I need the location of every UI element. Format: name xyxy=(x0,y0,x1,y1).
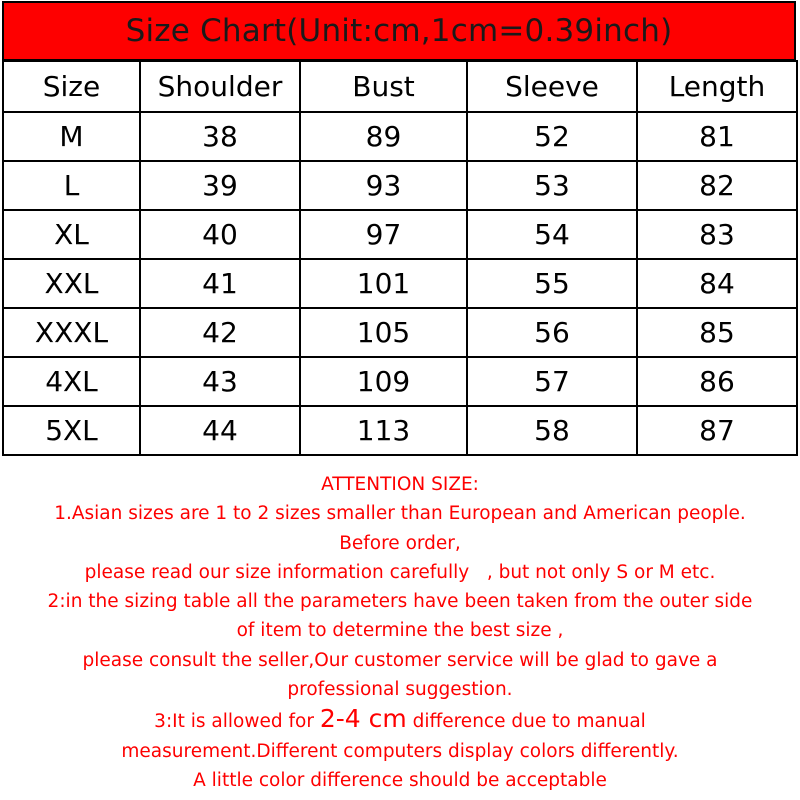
cell-length: 82 xyxy=(637,161,797,210)
cell-bust: 93 xyxy=(300,161,467,210)
tolerance-highlight: 2-4 cm xyxy=(319,704,407,734)
cell-sleeve: 52 xyxy=(467,112,637,161)
table-row xyxy=(3,308,797,357)
header-shoulder: Shoulder xyxy=(140,61,300,112)
cell-size: XXL xyxy=(3,259,140,308)
notes-line xyxy=(0,704,800,736)
header-sleeve: Sleeve xyxy=(467,61,637,112)
cell-shoulder: 44 xyxy=(140,406,300,455)
table-row xyxy=(3,406,797,455)
cell-length: 84 xyxy=(637,259,797,308)
notes-line: A little color difference should be acceptable xyxy=(193,769,607,791)
cell-bust: 109 xyxy=(300,357,467,406)
table-row xyxy=(3,357,797,406)
cell-bust: 101 xyxy=(300,259,467,308)
notes-line: please read our size information carefully , but not only S or M etc. xyxy=(84,561,716,583)
notes-line-part: difference due to manual xyxy=(406,711,646,733)
cell-sleeve: 57 xyxy=(467,357,637,406)
cell-length: 85 xyxy=(637,308,797,357)
cell-length: 81 xyxy=(637,112,797,161)
notes-line: please consult the seller,Our customer service will be glad to gave a xyxy=(82,649,718,671)
table-row xyxy=(3,112,797,161)
cell-bust: 89 xyxy=(300,112,467,161)
table-row xyxy=(3,161,797,210)
notes-line: 1.Asian sizes are 1 to 2 sizes smaller than European and American people. xyxy=(54,503,746,525)
cell-shoulder: 42 xyxy=(140,308,300,357)
size-table xyxy=(2,60,798,456)
cell-shoulder: 40 xyxy=(140,210,300,259)
cell-bust: 113 xyxy=(300,406,467,455)
cell-size: 4XL xyxy=(3,357,140,406)
cell-size: XXXL xyxy=(3,308,140,357)
cell-length: 83 xyxy=(637,210,797,259)
cell-bust: 105 xyxy=(300,308,467,357)
notes-heading: ATTENTION SIZE: xyxy=(321,474,479,495)
cell-sleeve: 54 xyxy=(467,210,637,259)
notes-line-part: 3:It is allowed for xyxy=(154,711,320,733)
notes-line: professional suggestion. xyxy=(287,679,513,701)
header-bust: Bust xyxy=(300,61,467,112)
cell-bust: 97 xyxy=(300,210,467,259)
cell-size: XL xyxy=(3,210,140,259)
cell-size: L xyxy=(3,161,140,210)
notes-line: Before order, xyxy=(339,532,461,554)
cell-shoulder: 43 xyxy=(140,357,300,406)
attention-notes xyxy=(0,470,800,795)
cell-shoulder: 38 xyxy=(140,112,300,161)
cell-shoulder: 41 xyxy=(140,259,300,308)
table-row xyxy=(3,259,797,308)
cell-length: 87 xyxy=(637,406,797,455)
size-chart-title: Size Chart(Unit:cm,1cm=0.39inch) xyxy=(2,1,796,61)
cell-sleeve: 55 xyxy=(467,259,637,308)
cell-sleeve: 58 xyxy=(467,406,637,455)
cell-size: 5XL xyxy=(3,406,140,455)
table-header-row xyxy=(3,61,797,112)
table-row xyxy=(3,210,797,259)
cell-shoulder: 39 xyxy=(140,161,300,210)
notes-line: measurement.Different computers display colors differently. xyxy=(121,740,679,762)
notes-line: 2:in the sizing table all the parameters have been taken from the outer side xyxy=(47,591,753,613)
header-size: Size xyxy=(3,61,140,112)
cell-size: M xyxy=(3,112,140,161)
cell-sleeve: 56 xyxy=(467,308,637,357)
header-length: Length xyxy=(637,61,797,112)
cell-length: 86 xyxy=(637,357,797,406)
cell-sleeve: 53 xyxy=(467,161,637,210)
notes-line: of item to determine the best size , xyxy=(236,620,564,642)
